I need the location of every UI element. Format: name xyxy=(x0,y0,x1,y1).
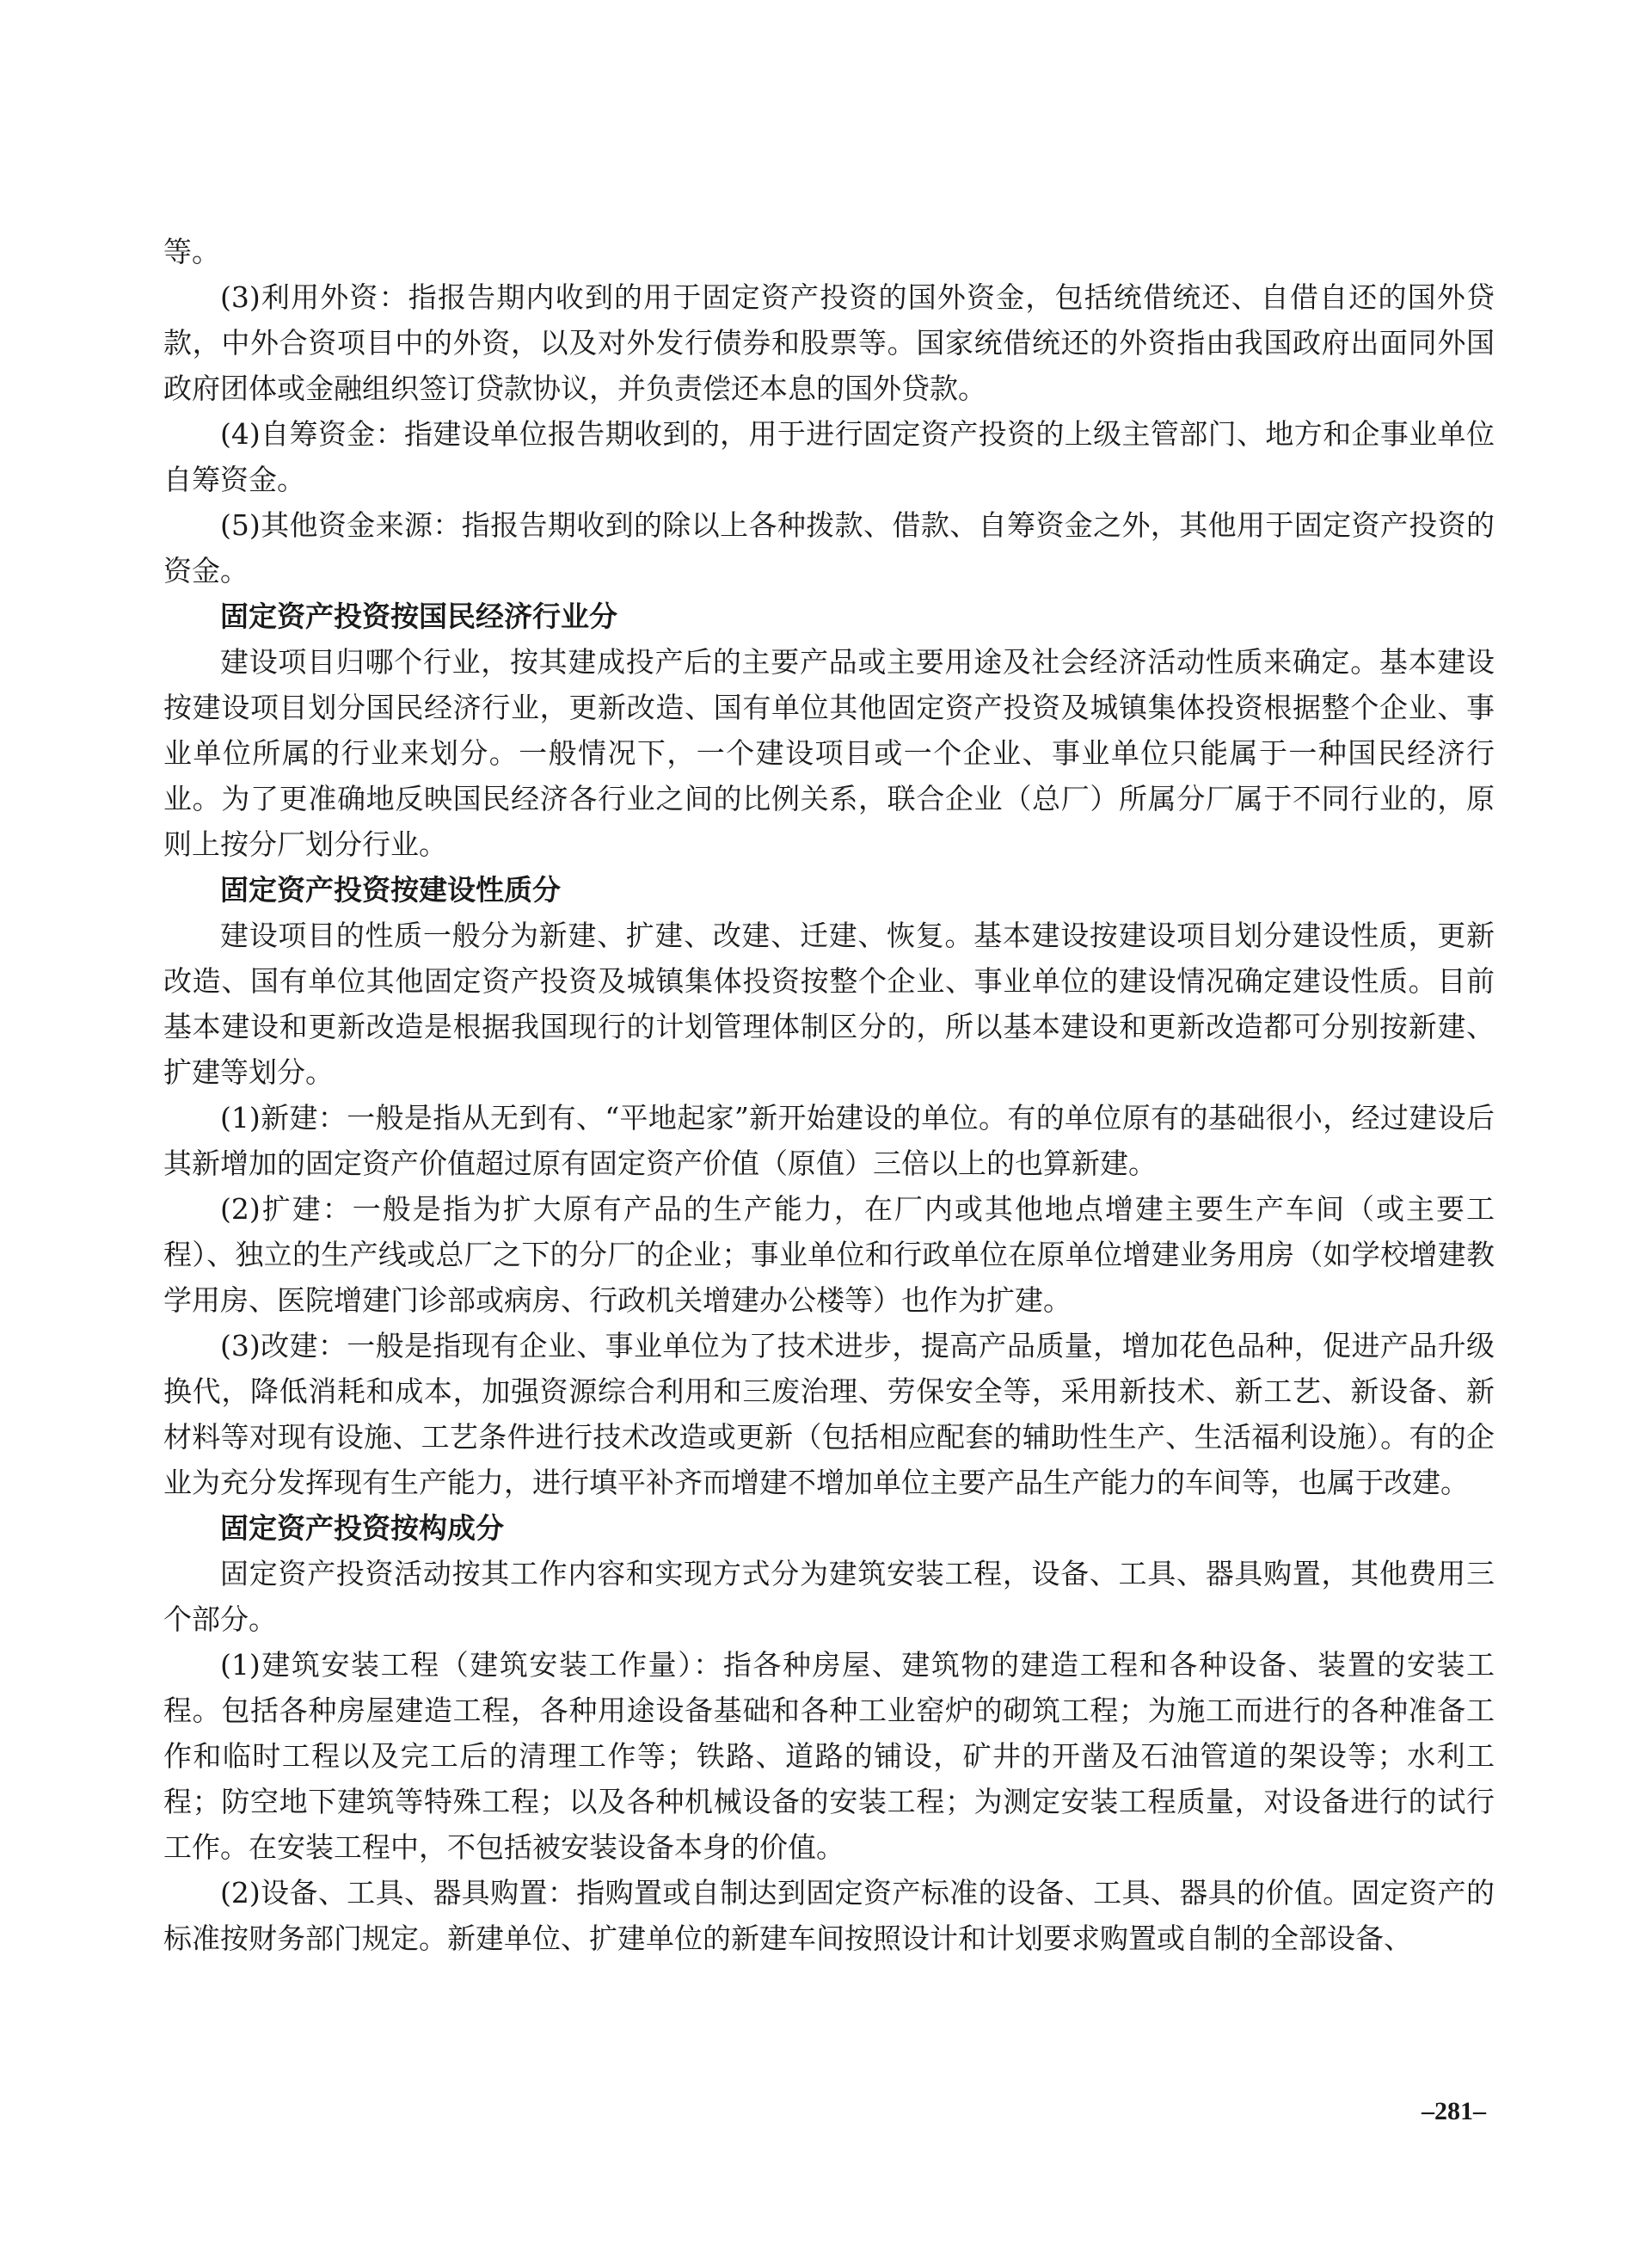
paragraph: (4)自筹资金：指建设单位报告期收到的，用于进行固定资产投资的上级主管部门、地方和企事业单位自筹资金。 xyxy=(163,417,1495,496)
paragraph: 建设项目归哪个行业，按其建成投产后的主要产品或主要用途及社会经济活动性质来确定。基本建设按建设项目划分国民经济行业，更新改造、国有单位其他固定资产投资及城镇集体投资根据整个企业、事业单位所属的行业来划分。一般情况下，一个建设项目或一个企业、事业单位只能属于一种国民经济行业。为了更准确地反映国民经济各行业之间的比例关系，联合企业（总厂）所属分厂属于不同行业的，原则上按分厂划分行业。 xyxy=(163,645,1495,861)
section-heading: 固定资产投资按国民经济行业分 xyxy=(220,600,617,633)
paragraph: 固定资产投资活动按其工作内容和实现方式分为建筑安装工程，设备、工具、器具购置，其他费用三个部分。 xyxy=(163,1557,1495,1636)
page-number: –281– xyxy=(1422,2097,1486,2125)
paragraph: 建设项目的性质一般分为新建、扩建、改建、迁建、恢复。基本建设按建设项目划分建设性质，更新改造、国有单位其他固定资产投资及城镇集体投资按整个企业、事业单位的建设情况确定建设性质。目前基本建设和更新改造是根据我国现行的计划管理体制区分的，所以基本建设和更新改造都可分别按新建、扩建等划分。 xyxy=(163,919,1495,1089)
section-heading: 固定资产投资按构成分 xyxy=(220,1511,504,1545)
paragraph: (5)其他资金来源：指报告期收到的除以上各种拨款、借款、自筹资金之外，其他用于固定资产投资的资金。 xyxy=(163,508,1495,587)
paragraph: (3)利用外资：指报告期内收到的用于固定资产投资的国外资金，包括统借统还、自借自还的国外贷款，中外合资项目中的外资，以及对外发行债券和股票等。国家统借统还的外资指由我国政府出面同外国政府团体或金融组织签订贷款协议，并负责偿还本息的国外贷款。 xyxy=(163,280,1495,405)
paragraph: (2)设备、工具、器具购置：指购置或自制达到固定资产标准的设备、工具、器具的价值。固定资产的标准按财务部门规定。新建单位、扩建单位的新建车间按照设计和计划要求购置或自制的全部设备、 xyxy=(163,1876,1495,1955)
paragraph: 等。 xyxy=(163,235,220,268)
section-heading: 固定资产投资按建设性质分 xyxy=(220,873,561,907)
paragraph: (3)改建：一般是指现有企业、事业单位为了技术进步，提高产品质量，增加花色品种，促进产品升级换代，降低消耗和成本，加强资源综合利用和三废治理、劳保安全等，采用新技术、新工艺、新设备、新材料等对现有设施、工艺条件进行技术改造或更新（包括相应配套的辅助性生产、生活福利设施）。有的企业为充分发挥现有生产能力，进行填平补齐而增建不增加单位主要产品生产能力的车间等，也属于改建。 xyxy=(163,1329,1495,1499)
paragraph: (2)扩建：一般是指为扩大原有产品的生产能力，在厂内或其他地点增建主要生产车间（或主要工程）、独立的生产线或总厂之下的分厂的企业；事业单位和行政单位在原单位增建业务用房（如学校增建教学用房、医院增建门诊部或病房、行政机关增建办公楼等）也作为扩建。 xyxy=(163,1192,1495,1317)
paragraph: (1)建筑安装工程（建筑安装工作量）：指各种房屋、建筑物的建造工程和各种设备、装置的安装工程。包括各种房屋建造工程，各种用途设备基础和各种工业窑炉的砌筑工程；为施工而进行的各种准备工作和临时工程以及完工后的清理工作等；铁路、道路的铺设，矿井的开凿及石油管道的架设等；水利工程；防空地下建筑等特殊工程；以及各种机械设备的安装工程；为测定安装工程质量，对设备进行的试行工作。在安装工程中，不包括被安装设备本身的价值。 xyxy=(163,1648,1495,1864)
paragraph: (1)新建：一般是指从无到有、“平地起家”新开始建设的单位。有的单位原有的基础很小，经过建设后其新增加的固定资产价值超过原有固定资产价值（原值）三倍以上的也算新建。 xyxy=(163,1101,1495,1180)
document-body xyxy=(163,229,1495,1961)
